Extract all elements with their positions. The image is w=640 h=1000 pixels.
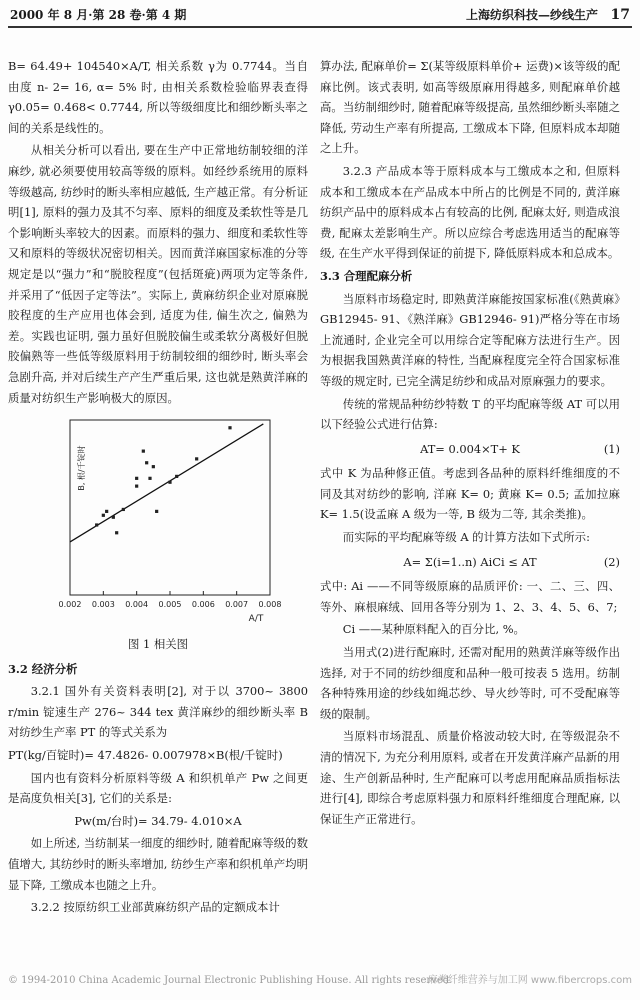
data-point — [168, 481, 171, 484]
paragraph: 3.2.1 国外有关资料表明[2], 对于以 3700~ 3800 r/min 锭速生产 276~ 344 tex 黄洋麻纱的细纱断头率 B 对纺纱生产率 PT 的等式关系为 — [8, 684, 308, 740]
plot-frame — [70, 420, 270, 595]
paragraph: 从相关分析可以看出, 要在生产中正常地纺制较细的洋麻纱, 就必须要使用较高等级的原料。如经纱系统用的原料等级越高, 纺纱时的断头率相应越低, 生产越正常。有分析证明[1], 原料的强力及其不匀率、原料的细度及柔软性等是几个影响断头率较大的因素。而原料的强力、细度和柔软性等又和原料的等级状况密切相关。因而黄洋麻国家标准的分等规定是以“强力”和“脱胶程度”(包括斑疵)两项为定等条件, 并采用了“低因子定等法”。实际上, 黄麻纺织企业对原麻脱胶程度的生产应用也体会到, 适度为佳, 偏生次之, 偏熟为差。实践也证明, 强力虽好但脱胶偏生或柔软分离极好但脱胶偏熟等一些低等级原料用于纺制较细的细纱时, 断头率会急剧升高, 并对后续生产产生严重后果, 这也就是熟黄洋麻的质量对纺织生产影响极大的原因。 — [8, 143, 308, 405]
watermark: 麻类纤维营养与加工网 www.fibercrops.com — [427, 975, 632, 986]
data-point — [175, 475, 178, 478]
data-point — [102, 514, 105, 517]
data-point — [135, 485, 138, 488]
equation-1 — [320, 439, 620, 460]
paragraph: 国内也有资料分析原料等级 A 和织机单产 Pw 之间更是高度负相关[3], 它们的关系是: — [8, 770, 308, 806]
data-point — [135, 477, 138, 480]
paragraph: 3.2.2 按原纺织工业部黄麻纺织产品的定额成本计 — [30, 900, 280, 915]
x-tick-label: 0.007 — [225, 600, 249, 610]
section-heading: 3.2 经济分析 — [8, 661, 78, 676]
x-axis-label: A/T — [248, 614, 264, 625]
x-tick-label: 0.003 — [91, 600, 115, 610]
paragraph: 算办法, 配麻单价= Σ(某等级原料单价+ 运费)×该等级的配麻比例。该式表明, 如高等级原麻用得越多, 则配麻单价越高。当纺制细纱时, 随着配麻等级提高, 虽然细纱断头率随之降低, 劳动生产率有所提高, 工缴成本下降, 但原料成本却随之上升。 — [320, 59, 620, 156]
page-number: 17 — [610, 7, 630, 23]
paragraph: 如上所述, 当纺制某一细度的细纱时, 随着配麻等级的数值增大, 其纺纱时的断头率增加, 纺纱生产率和织机单产均明显下降, 工缴成本也随之上升。 — [8, 836, 308, 892]
data-point — [145, 461, 148, 464]
copyright-notice: © 1994-2010 China Academic Journal Electronic Publishing House. All rights reserved. — [8, 975, 453, 986]
data-point — [95, 523, 98, 526]
data-point — [155, 510, 158, 513]
paragraph: 当原料市场混乱、质量价格波动较大时, 在等级混杂不清的情况下, 为充分利用原料, 或者在开发黄洋麻产品新的用途、生产创新品种时, 生产配麻可以考虑用配麻品质指标法进行[4], 即综合考虑原料强力和原料纤维细度合理配麻, 以保证生产正常进行。 — [320, 729, 620, 826]
paragraph: 当原料市场稳定时, 即熟黄洋麻能按国家标准(《熟黄麻》GB12945- 91、《熟洋麻》GB12946- 91)严格分等在市场上流通时, 企业完全可以用综合定等配麻方法进行生产。因为根据我国熟黄洋麻的特性, 当配麻程度完全符合国家标准等级的规定时, 已完全满足纺纱和成品对原麻强力的要求。 — [320, 291, 620, 388]
paragraph: Ci ——某种原料配入的百分比, %。 — [342, 622, 525, 637]
paragraph: 传统的常规品种纺纱特数 T 的平均配麻等级 AT 可以用以下经验公式进行估算: — [320, 396, 620, 432]
running-header — [8, 4, 632, 28]
right-column — [320, 56, 620, 831]
correlation-chart — [8, 412, 308, 632]
equation: Pw(m/台时)= 34.79- 4.010×A — [74, 813, 242, 828]
equation-number: (2) — [603, 554, 620, 569]
journal-section: 上海纺织科技—纱线生产 — [465, 8, 598, 22]
paragraph: B= 64.49+ 104540×A/T, 相关系数 γ为 0.7744。当自由度 n- 2= 16, α= 5% 时, 由相关系数检验临界表查得 γ0.05= 0.468< 0.7744, 所以等级细度比和细纱断头率之间的关系是线性的。 — [8, 59, 308, 135]
section-heading: 3.3 合理配麻分析 — [320, 268, 413, 283]
x-tick-label: 0.006 — [191, 600, 215, 610]
data-point — [195, 457, 198, 460]
paragraph: 3.2.3 产品成本等于原料成本与工缴成本之和, 但原料成本和工缴成本在产品成本中所占的比例是不同的, 黄洋麻纺织产品中的原料成本占有较高的比例, 配麻太好, 则造成浪费, 配麻太差影响生产。所以应综合考虑选用适当的配麻等级, 在生产水平得到保证的前提下, 降低原料成本和总成本。 — [320, 163, 620, 261]
data-point — [105, 510, 108, 513]
data-point — [142, 450, 145, 453]
y-axis-label: B, 根/千锭时 — [77, 445, 86, 491]
x-tick-label: 0.008 — [258, 600, 282, 610]
x-tick-label: 0.002 — [58, 600, 82, 610]
equation-body: AT= 0.004×T+ K — [420, 441, 520, 456]
figure-caption: 图 1 相关图 — [127, 637, 189, 652]
data-point — [122, 508, 125, 511]
left-column — [8, 56, 308, 920]
paragraph: 式中 K 为品种修正值。考虑到各品种的原料纤维细度的不同及其对纺纱的影响, 洋麻 K= 0; 黄麻 K= 0.5; 孟加拉麻 K= 1.5(设孟麻 A 级为一等, B 级为二等, 其余类推)。 — [320, 466, 620, 522]
equation-body: A= Σ(i=1..n) AiCi ≤ AT — [403, 554, 537, 569]
equation-number: (1) — [603, 441, 620, 456]
data-point — [148, 477, 151, 480]
paragraph: 当用式(2)进行配麻时, 还需对配用的熟黄洋麻等级作出选择, 对于不同的纺纱细度和品种一般可按表 5 选用。纺制各种特殊用途的纱线如绳芯纱、导火纱等时, 可不受配麻等级的限制。 — [320, 645, 620, 721]
x-tick-label: 0.005 — [158, 600, 182, 610]
data-point — [228, 426, 231, 429]
x-tick-label: 0.004 — [125, 600, 149, 610]
paragraph: 而实际的平均配麻等级 A 的计算方法如下式所示: — [342, 530, 590, 545]
equation: PT(kg/百锭时)= 47.4826- 0.007978×B(根/千锭时) — [8, 748, 283, 763]
data-point — [152, 465, 155, 468]
page-footer — [8, 970, 632, 992]
journal-issue: 2000 年 8 月·第 28 卷·第 4 期 — [10, 8, 187, 22]
data-point — [115, 531, 118, 534]
regression-line — [70, 424, 263, 542]
data-point — [112, 516, 115, 519]
scatter-figure — [8, 412, 308, 632]
paragraph: 式中: Ai ——不同等级原麻的品质评价: 一、二、三、四、等外、麻根麻绒、回用各等分别为 1、2、3、4、5、6、7; — [320, 579, 620, 614]
equation-2 — [320, 552, 620, 573]
